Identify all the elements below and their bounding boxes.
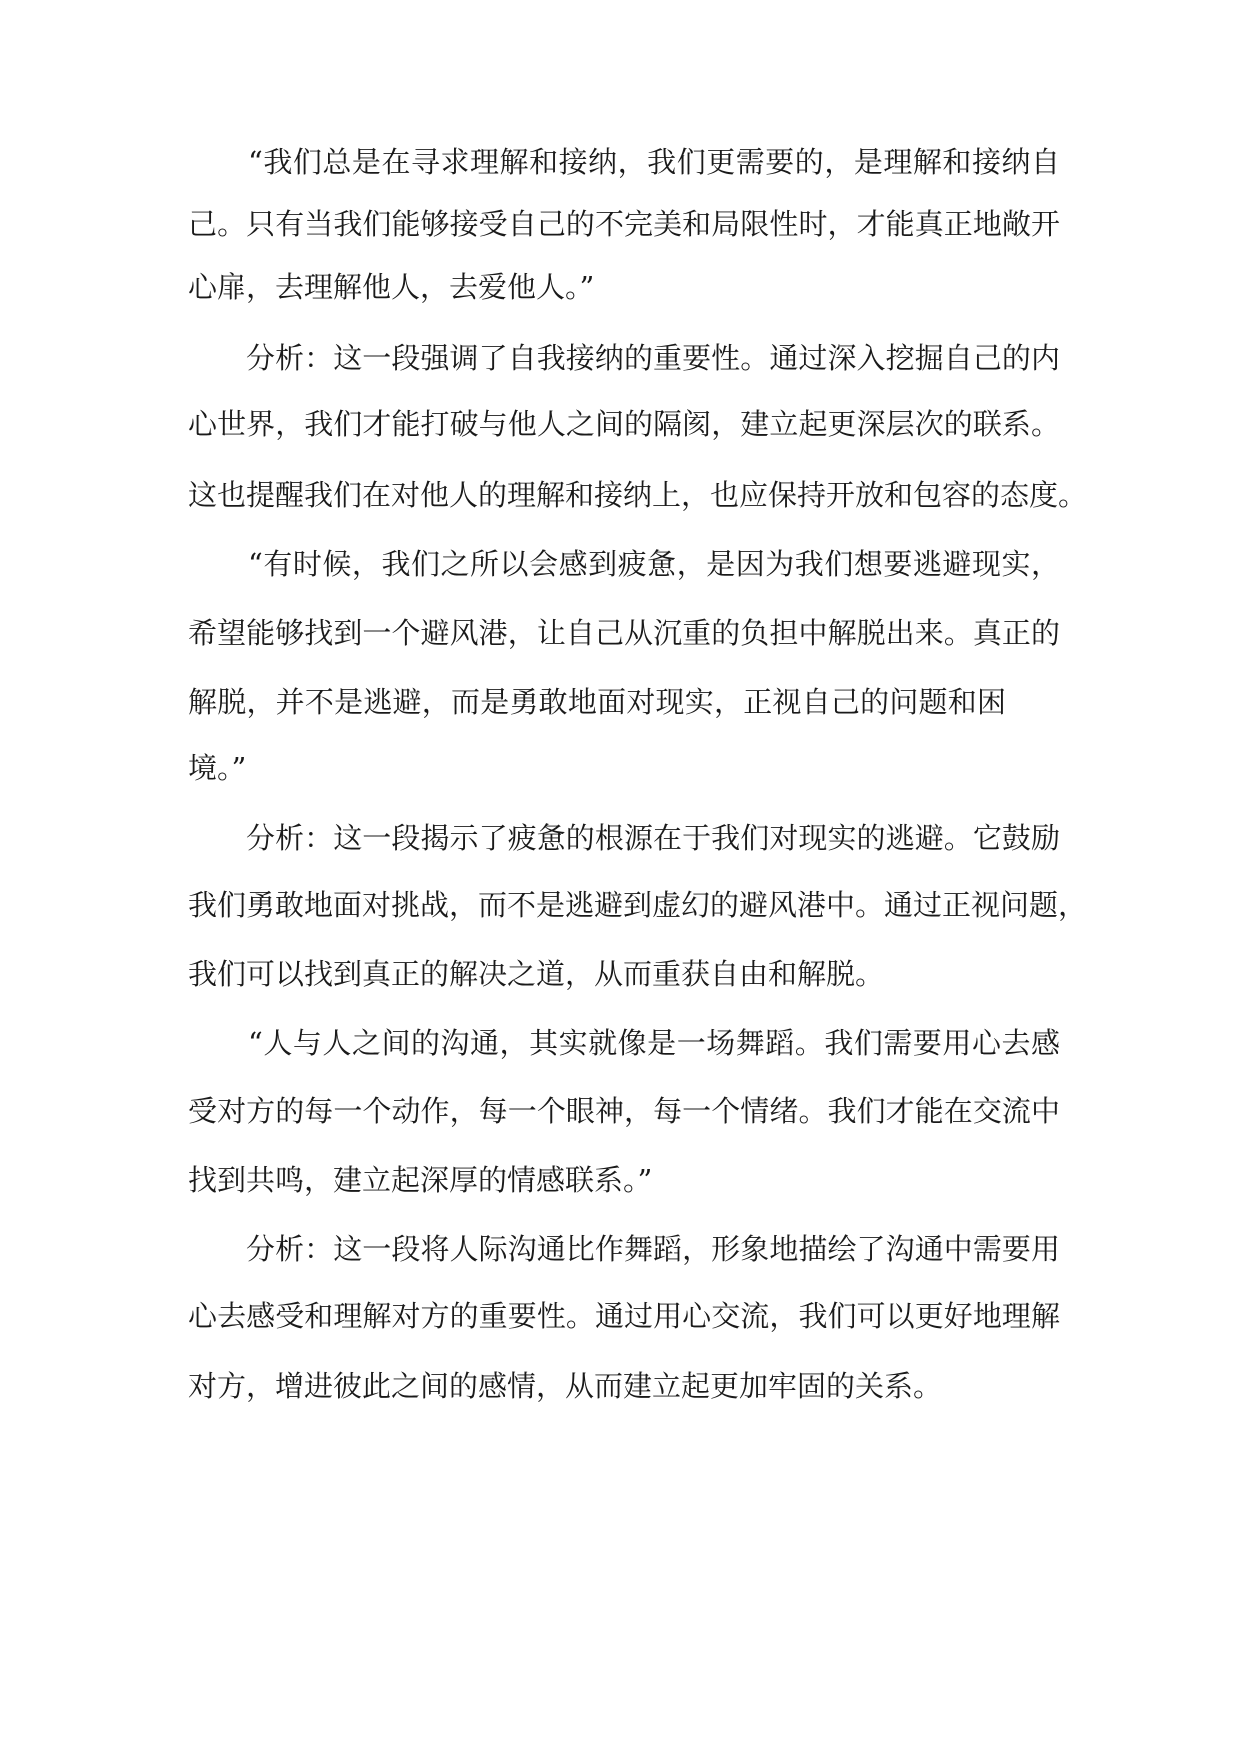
quote-2-line-2: 希望能够找到一个避风港，让自己从沉重的负担中解脱出来。真正的 — [188, 616, 1060, 650]
quote-2-line-3: 解脱，并不是逃避，而是勇敢地面对现实，正视自己的问题和困 — [188, 685, 1006, 719]
analysis-3-line-2: 心去感受和理解对方的重要性。通过用心交流，我们可以更好地理解 — [188, 1299, 1060, 1333]
quote-2-line-1: “有时候，我们之所以会感到疲惫，是因为我们想要逃避现实， — [248, 547, 1060, 581]
analysis-2-line-2: 我们勇敢地面对挑战，而不是逃避到虚幻的避风港中。通过正视问题， — [188, 888, 1088, 922]
analysis-3-line-3: 对方，增进彼此之间的感情，从而建立起更加牢固的关系。 — [188, 1369, 943, 1403]
analysis-2-line-1: 分析：这一段揭示了疲惫的根源在于我们对现实的逃避。它鼓励 — [246, 821, 1060, 855]
quote-3-line-3: 找到共鸣，建立起深厚的情感联系。” — [188, 1163, 653, 1197]
quote-1-line-3: 心扉，去理解他人，去爱他人。” — [188, 270, 595, 304]
quote-2-line-4: 境。” — [188, 751, 247, 785]
analysis-2-line-3: 我们可以找到真正的解决之道，从而重获自由和解脱。 — [188, 957, 885, 991]
analysis-1-line-1: 分析：这一段强调了自我接纳的重要性。通过深入挖掘自己的内 — [246, 341, 1060, 375]
analysis-1-line-3: 这也提醒我们在对他人的理解和接纳上，也应保持开放和包容的态度。 — [188, 478, 1088, 512]
analysis-3-line-1: 分析：这一段将人际沟通比作舞蹈，形象地描绘了沟通中需要用 — [246, 1232, 1060, 1266]
quote-1-line-1: “我们总是在寻求理解和接纳，我们更需要的，是理解和接纳自 — [248, 145, 1060, 179]
analysis-1-line-2: 心世界，我们才能打破与他人之间的隔阂，建立起更深层次的联系。 — [188, 407, 1060, 441]
quote-1-line-2: 己。只有当我们能够接受自己的不完美和局限性时，才能真正地敞开 — [188, 207, 1060, 241]
quote-3-line-2: 受对方的每一个动作，每一个眼神，每一个情绪。我们才能在交流中 — [188, 1094, 1060, 1128]
quote-3-line-1: “人与人之间的沟通，其实就像是一场舞蹈。我们需要用心去感 — [248, 1026, 1060, 1060]
